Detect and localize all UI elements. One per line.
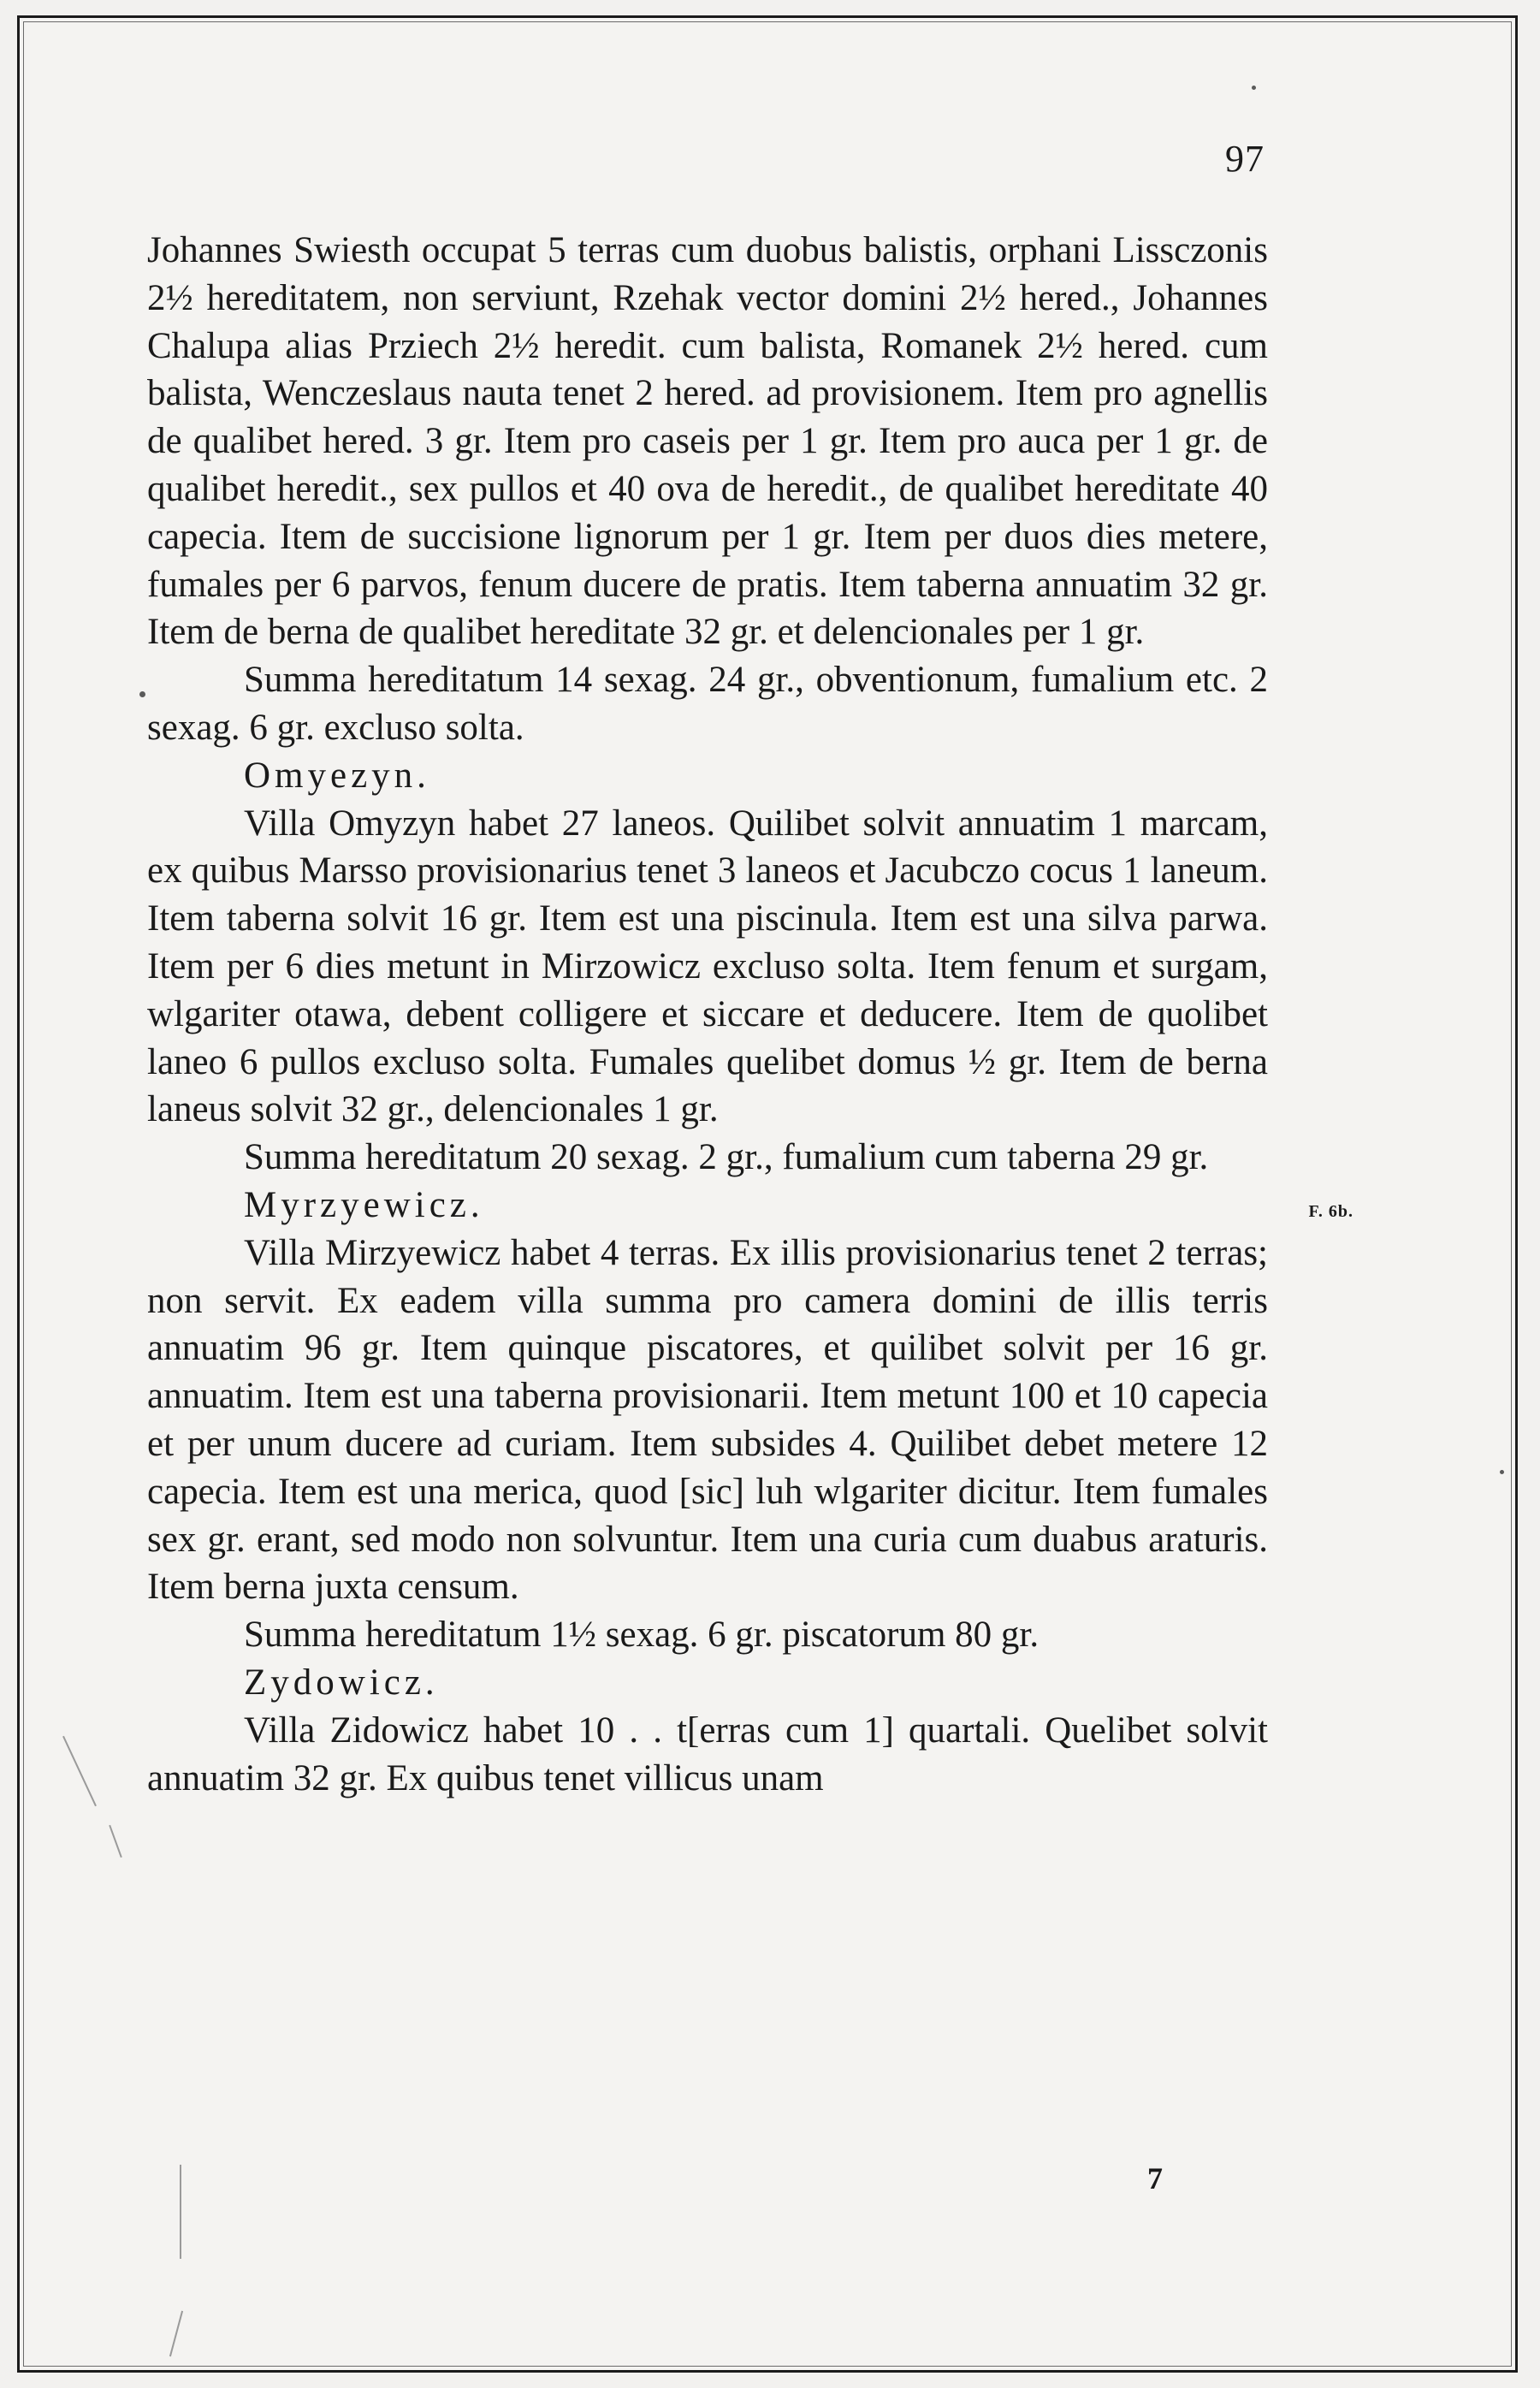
- document-body: [147, 227, 1353, 1802]
- section-heading-text: Omyezyn.: [244, 755, 430, 796]
- paragraph: Johannes Swiesth occupat 5 terras cum duobus balistis, orphani Lissczonis 2½ hereditatem, non serviunt, Rzehak vector domini 2½ hered., Johannes Chalupa alias Prziech 2½ heredit. cum balista, Romanek 2½ hered. cum balista, Wenczeslaus nauta tenet 2 hered. ad provisionem. Item pro agnellis de qualibet hered. 3 gr. Item pro caseis per 1 gr. Item pro auca per 1 gr. de qualibet heredit., sex pullos et 40 ova de heredit., de qualibet hereditate 40 capecia. Item de succisione lignorum per 1 gr. Item per duos dies metere, fumales per 6 parvos, fenum ducere de pratis. Item taberna annuatim 32 gr. Item de berna de qualibet hereditate 32 gr. et delencionales per 1 gr.: [147, 230, 1268, 653]
- scan-speck: [1252, 86, 1256, 90]
- section-heading: [147, 1182, 1353, 1230]
- margin-folio-note: F. 6b.: [1308, 1201, 1353, 1221]
- paragraph: Villa Zidowicz habet 10 . . t[erras cum 1] quartali. Quelibet solvit annuatim 32 gr. Ex quibus tenet villicus unam: [147, 1710, 1268, 1798]
- section-heading-text: Zydowicz.: [244, 1662, 439, 1703]
- section-heading: [147, 752, 1268, 800]
- page-number: 97: [1225, 138, 1265, 180]
- paragraph: Summa hereditatum 20 sexag. 2 gr., fumalium cum taberna 29 gr.: [244, 1137, 1209, 1178]
- paragraph: Summa hereditatum 14 sexag. 24 gr., obventionum, fumalium etc. 2 sexag. 6 gr. excluso solta.: [147, 660, 1268, 748]
- paragraph: Villa Mirzyewicz habet 4 terras. Ex illis provisionarius tenet 2 terras; non servit. Ex eadem villa summa pro camera domini de illis terris annuatim 96 gr. Item quinque piscatores, et quilibet solvit per 16 gr. annuatim. Item est una taberna provisionarii. Item metunt 100 et 10 capecia et per unum ducere ad curiam. Item subsides 4. Quilibet debet metere 12 capecia. Item est una merica, quod [sic] luh wlgariter dicitur. Item fumales sex gr. erant, sed modo non solvuntur. Item una curia cum duabus araturis. Item berna juxta censum.: [147, 1232, 1268, 1608]
- scan-speck: [139, 691, 145, 697]
- section-heading: [147, 1659, 1268, 1707]
- signature-mark: 7: [1147, 2161, 1163, 2195]
- scan-speck: [1500, 1470, 1504, 1474]
- section-heading-text: Myrzyewicz.: [244, 1184, 484, 1225]
- scan-scratch: [180, 2165, 181, 2259]
- paragraph: Villa Omyzyn habet 27 laneos. Quilibet solvit annuatim 1 marcam, ex quibus Marsso provisionarius tenet 3 laneos et Jacubczo cocus 1 laneum. Item taberna solvit 16 gr. Item est una piscinula. Item est una silva parwa. Item per 6 dies metunt in Mirzowicz excluso solta. Item fenum et surgam, wlgariter otawa, debent colligere et siccare et deducere. Item de quolibet laneo 6 pullos excluso solta. Fumales quelibet domus ½ gr. Item de berna laneus solvit 32 gr., delencionales 1 gr.: [147, 803, 1268, 1130]
- paragraph: Summa hereditatum 1½ sexag. 6 gr. piscatorum 80 gr.: [244, 1615, 1040, 1656]
